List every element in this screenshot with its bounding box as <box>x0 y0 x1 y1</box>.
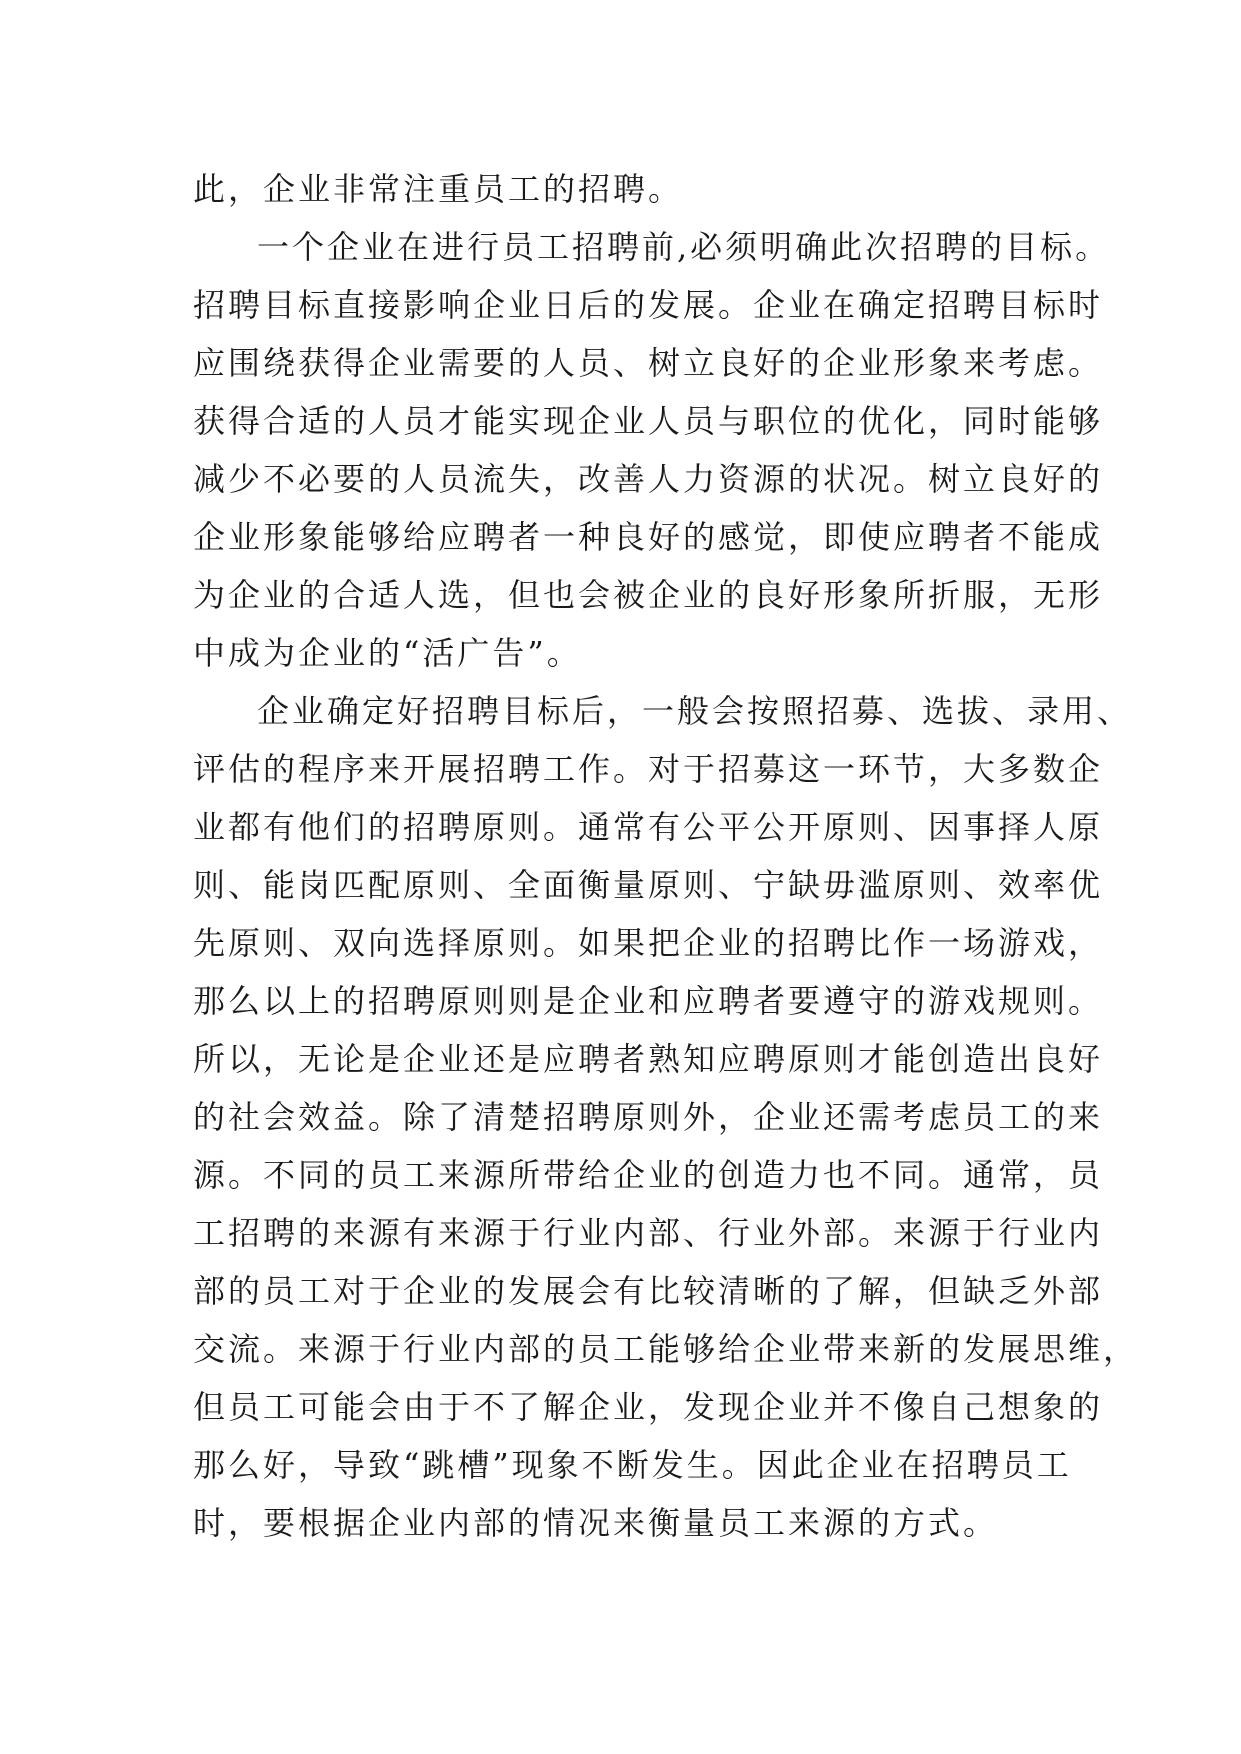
text-line: 获得合适的人员才能实现企业人员与职位的优化，同时能够 <box>193 402 1104 440</box>
text-line: 此，企业非常注重员工的招聘。 <box>193 170 684 208</box>
text-line: 那么以上的招聘原则则是企业和应聘者要遵守的游戏规则。 <box>193 982 1104 1020</box>
text-line: 中成为企业的“活广告”。 <box>193 634 582 672</box>
document-body <box>193 160 1139 1552</box>
text-line: 工招聘的来源有来源于行业内部、行业外部。来源于行业内 <box>193 1214 1104 1252</box>
paragraph-first-line: 一个企业在进行员工招聘前,必须明确此次招聘的目标。 <box>257 228 1111 266</box>
text-line: 则、能岗匹配原则、全面衡量原则、宁缺毋滥原则、效率优 <box>193 866 1104 904</box>
text-line: 先原则、双向选择原则。如果把企业的招聘比作一场游戏， <box>193 924 1104 962</box>
text-line: 为企业的合适人选，但也会被企业的良好形象所折服，无形 <box>193 576 1104 614</box>
text-line: 评估的程序来开展招聘工作。对于招募这一环节，大多数企 <box>193 750 1104 788</box>
text-line: 所以，无论是企业还是应聘者熟知应聘原则才能创造出良好 <box>193 1040 1104 1078</box>
text-line: 减少不必要的人员流失，改善人力资源的状况。树立良好的 <box>193 460 1104 498</box>
text-line: 时，要根据企业内部的情况来衡量员工来源的方式。 <box>193 1504 999 1542</box>
text-line: 源。不同的员工来源所带给企业的创造力也不同。通常，员 <box>193 1156 1104 1194</box>
text-line: 招聘目标直接影响企业日后的发展。企业在确定招聘目标时 <box>193 286 1104 324</box>
text-line: 业都有他们的招聘原则。通常有公平公开原则、因事择人原 <box>193 808 1104 846</box>
text-line: 那么好，导致“跳槽”现象不断发生。因此企业在招聘员工 <box>193 1446 1072 1484</box>
text-line: 交流。来源于行业内部的员工能够给企业带来新的发展思维， <box>193 1330 1139 1368</box>
text-line: 应围绕获得企业需要的人员、树立良好的企业形象来考虑。 <box>193 344 1104 382</box>
paragraph-first-line: 企业确定好招聘目标后，一般会按照招募、选拔、录用、 <box>257 692 1133 730</box>
text-line: 企业形象能够给应聘者一种良好的感觉，即使应聘者不能成 <box>193 518 1104 556</box>
text-line: 但员工可能会由于不了解企业，发现企业并不像自己想象的 <box>193 1388 1104 1426</box>
text-line: 的社会效益。除了清楚招聘原则外，企业还需考虑员工的来 <box>193 1098 1104 1136</box>
text-line: 部的员工对于企业的发展会有比较清晰的了解，但缺乏外部 <box>193 1272 1104 1310</box>
